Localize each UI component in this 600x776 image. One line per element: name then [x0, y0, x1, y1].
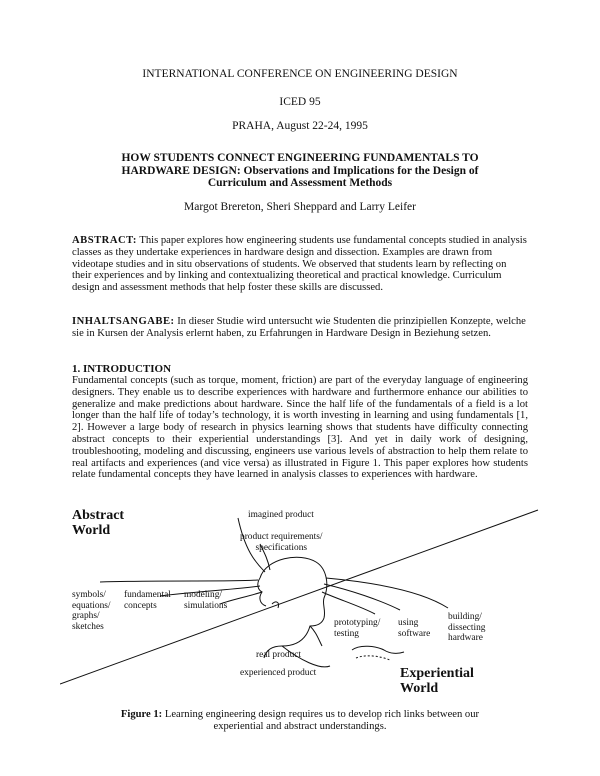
- figure-caption: [0, 709, 600, 733]
- introduction-heading: 1. INTRODUCTION: [72, 363, 172, 375]
- caption-label: Figure 1:: [120, 709, 163, 720]
- inhalt-label: INHALTSANGABE:: [72, 316, 175, 327]
- title-line-1: HOW STUDENTS CONNECT ENGINEERING FUNDAMENTALS TO: [121, 152, 479, 164]
- conference-name: INTERNATIONAL CONFERENCE ON ENGINEERING DESIGN: [142, 68, 458, 80]
- conference-short: ICED 95: [279, 96, 321, 108]
- product-requirements-label: product requirements/ specifications: [240, 532, 323, 553]
- link-symbols: [100, 580, 258, 582]
- using-software-label: using software: [398, 618, 431, 639]
- inhalt-section: [72, 316, 528, 340]
- link-prototyping: [322, 592, 375, 614]
- symbols-label: symbols/ equations/ graphs/ sketches: [72, 590, 111, 632]
- abstract-section: [72, 235, 528, 294]
- prototyping-label: prototyping/ testing: [334, 618, 381, 639]
- fundamental-concepts-label: fundamental concepts: [124, 590, 171, 611]
- paper-title: [0, 152, 600, 190]
- modeling-label: modeling/ simulations: [184, 590, 228, 611]
- experiential-world-label: Experiential World: [400, 666, 474, 696]
- caption-text: Learning engineering design requires us to develop rich links between our: [162, 709, 480, 720]
- imagined-product-label: imagined product: [248, 510, 314, 520]
- building-label: building/ dissecting hardware: [448, 612, 486, 643]
- authors: Margot Brereton, Sheri Sheppard and Larry Leifer: [184, 201, 416, 213]
- title-line-2: HARDWARE DESIGN: Observations and Implications for the Design of: [121, 164, 479, 177]
- conference-place-date: PRAHA, August 22-24, 1995: [232, 120, 368, 132]
- figure-1: [60, 500, 540, 705]
- abstract-label: ABSTRACT:: [72, 235, 137, 246]
- caption-text-line-2: experiential and abstract understandings.: [213, 721, 387, 732]
- inhalt-text: In dieser Studie wird untersucht wie Studenten die prinzipiellen Konzepte, welche sie in Kursen der Analysis erlernt haben, zu Erfahrungen in Hardware Design in Beziehung setzen.: [72, 316, 526, 339]
- introduction-text: Fundamental concepts (such as torque, moment, friction) are part of the everyday language of engineering designers. They enable us to describe experiences with hardware and furthermore enhance our abilities to generalize and make predictions about hardware. Since the half life of the fundamentals of a field is a lot longer than the half life of today’s technology, it is worth investing in learning and using fundamentals [1, 2]. However a large body of research in physics learning shows that students have difficulty connecting abstract concepts to their experiential understandings [3]. And yet in daily work of designing, troubleshooting, modeling and discussing, engineers use various levels of abstraction to help them relate to real artifacts and experiences (and vice versa) as illustrated in Figure 1. This paper explores how students relate fundamental concepts they have learned in analysis classes to experiences with hardware.: [72, 375, 528, 481]
- real-product-label: real product: [256, 650, 302, 660]
- title-line-3: Curriculum and Assessment Methods: [207, 177, 393, 189]
- experienced-product-label: experienced product: [240, 668, 317, 678]
- link-real-product: [310, 626, 322, 646]
- hands-icon: [352, 646, 404, 653]
- abstract-text: This paper explores how engineering students use fundamental concepts studied in analysis classes as they undertake experiences in hardware design and dissection. Examples are drawn from videotape studies and in situ observations of students. We observed that students learn by reflecting on their experiences and by linking and contextualizing theoretical and practical knowledge. Curriculum design and assessment methods that help foster these skills are discussed.: [72, 235, 527, 294]
- abstract-world-label: Abstract World: [72, 508, 125, 538]
